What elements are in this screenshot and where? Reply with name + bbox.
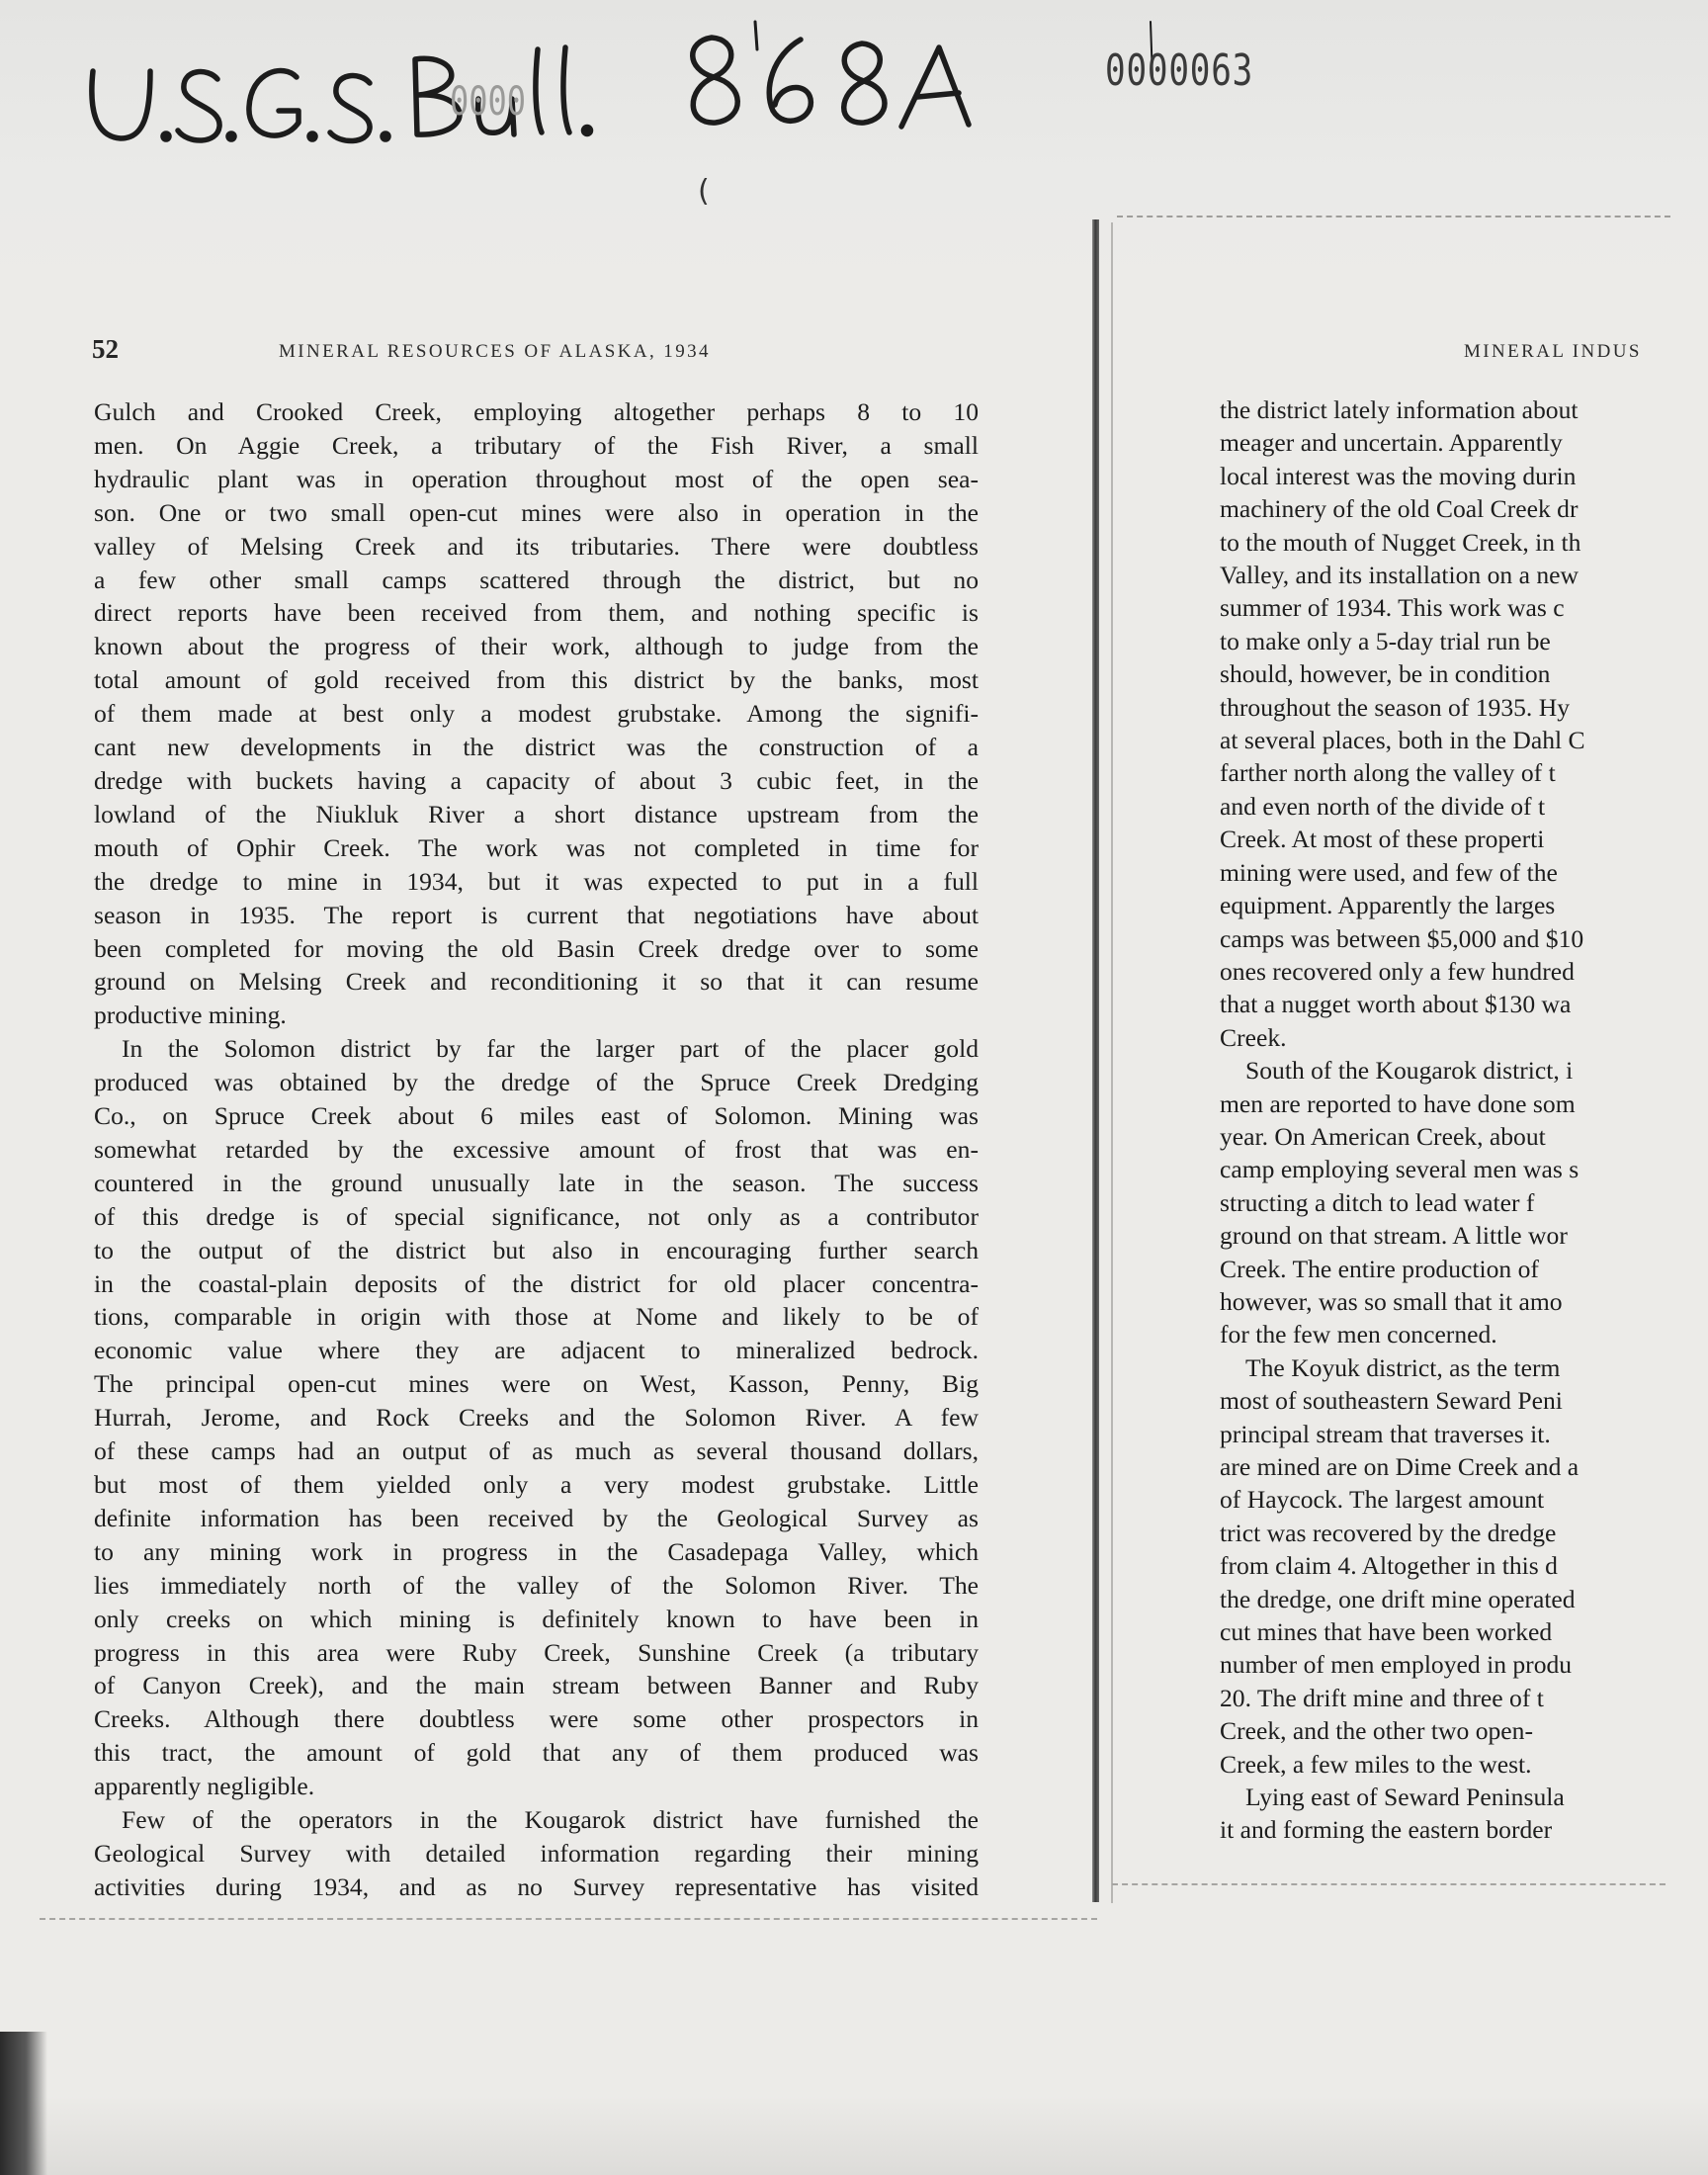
text-line: economic value where they are adjacent to mineralized bedrock. [94, 1336, 979, 1365]
text-line: farther north along the valley of t [1220, 758, 1556, 788]
text-line: Valley, and its installation on a new [1220, 561, 1579, 590]
text-line: ground on Melsing Creek and reconditioning it so that it can resume [94, 967, 979, 997]
text-line: South of the Kougarok district, i [1245, 1056, 1574, 1086]
text-line: the dredge to mine in 1934, but it was expected to put in a full [94, 866, 979, 896]
scan-bottom-shade [0, 2096, 1708, 2175]
text-line: Few of the operators in the Kougarok district have furnished the [122, 1805, 979, 1835]
text-line: countered in the ground unusually late in the season. The success [94, 1168, 979, 1197]
text-line: should, however, be in condition [1220, 659, 1551, 689]
text-line: camp employing several men was s [1220, 1155, 1580, 1184]
text-line: to make only a 5-day trial run be [1220, 626, 1551, 655]
page-number: 52 [92, 334, 119, 364]
stray-mark: ( [698, 174, 710, 209]
text-line: principal stream that traverses it. [1220, 1419, 1551, 1448]
text-line: to the mouth of Nugget Creek, in th [1220, 527, 1581, 557]
text-line: Creek. [1220, 1022, 1287, 1052]
text-line: season in 1935. The report is current that negotiations have about [94, 900, 979, 929]
text-line: it and forming the eastern border [1220, 1815, 1553, 1845]
text-line: for the few men concerned. [1220, 1320, 1497, 1349]
text-line: and even north of the divide of t [1220, 791, 1546, 821]
text-line: camps was between $5,000 and $10 [1220, 923, 1584, 953]
text-line: of them made at best only a modest grubstake. Among the signifi- [94, 699, 979, 729]
text-line: but most of them yielded only a very modest grubstake. Little [94, 1470, 979, 1499]
text-line: lies immediately north of the valley of the Solomon River. The [94, 1570, 979, 1600]
text-line: of Canyon Creek), and the main stream between Banner and Ruby [94, 1671, 979, 1700]
text-line: dredge with buckets having a capacity of about 3 cubic feet, in the [94, 765, 979, 795]
text-line: somewhat retarded by the excessive amount of frost that was en- [94, 1134, 979, 1164]
handwritten-note-text: U.S.G.S. Bull. 868A [81, 20, 90, 21]
text-line: throughout the season of 1935. Hy [1220, 692, 1571, 722]
text-line: The Koyuk district, as the term [1245, 1352, 1561, 1382]
text-line: men. On Aggie Creek, a tributary of the Fish River, a small [94, 430, 979, 460]
text-line: local interest was the moving durin [1220, 461, 1577, 490]
page-edge-top-right [1117, 216, 1670, 220]
text-line: only creeks on which mining is definitely known to have been in [94, 1604, 979, 1633]
text-line: produced was obtained by the dredge of the Spruce Creek Dredging [94, 1068, 979, 1097]
text-line: definite information has been received by the Geological Survey as [94, 1503, 979, 1532]
text-line: mouth of Ophir Creek. The work was not completed in time for [94, 832, 979, 862]
text-line: Geological Survey with detailed information regarding their mining [94, 1838, 979, 1868]
text-line: hydraulic plant was in operation throughout most of the open sea- [94, 464, 979, 493]
text-line: cant new developments in the district was the construction of a [94, 733, 979, 762]
text-line: from claim 4. Altogether in this d [1220, 1551, 1558, 1581]
text-line: 20. The drift mine and three of t [1220, 1683, 1544, 1712]
text-line: however, was so small that it amo [1220, 1286, 1563, 1316]
right-text-column [1220, 393, 1675, 1847]
text-line: that a nugget worth about $130 wa [1220, 990, 1572, 1019]
archive-stamp-ghost: 0000 [450, 79, 527, 125]
text-line: progress in this area were Ruby Creek, Sunshine Creek (a tributary [94, 1637, 979, 1667]
text-line: number of men employed in produ [1220, 1650, 1573, 1680]
text-line: of these camps had an output of as much as several thousand dollars, [94, 1436, 979, 1466]
text-line: are mined are on Dime Creek and a [1220, 1452, 1580, 1481]
text-line: equipment. Apparently the larges [1220, 891, 1556, 920]
text-line: this tract, the amount of gold that any of them produced was [94, 1738, 979, 1768]
text-line: son. One or two small open-cut mines were also in operation in the [94, 497, 979, 527]
text-line: Gulch and Crooked Creek, employing altogether perhaps 8 to 10 [94, 397, 979, 426]
text-line: at several places, both in the Dahl C [1220, 726, 1585, 755]
text-line: Creek. At most of these properti [1220, 825, 1545, 854]
text-line: total amount of gold received from this district by the banks, most [94, 665, 979, 695]
text-line: lowland of the Niukluk River a short distance upstream from the [94, 799, 979, 828]
text-line: Hurrah, Jerome, and Rock Creeks and the Solomon River. A few [94, 1403, 979, 1433]
text-line: Lying east of Seward Peninsula [1245, 1783, 1565, 1812]
text-line: Creek, a few miles to the west. [1220, 1749, 1532, 1779]
text-line: ones recovered only a few hundred [1220, 956, 1575, 986]
text-line: direct reports have been received from them, and nothing specific is [94, 598, 979, 628]
text-line: year. On American Creek, about [1220, 1121, 1546, 1151]
running-head: MINERAL RESOURCES OF ALASKA, 1934 [279, 341, 711, 362]
text-line: apparently negligible. [94, 1772, 315, 1801]
page-edge-bottom-right [1112, 1883, 1665, 1887]
text-line: to any mining work in progress in the Casadepaga Valley, which [94, 1536, 979, 1566]
book-gutter-shadow [1111, 222, 1113, 1903]
text-line: summer of 1934. This work was c [1220, 593, 1565, 623]
text-line: the dredge, one drift mine operated [1220, 1584, 1576, 1613]
page-edge-bottom-left [40, 1918, 1097, 1922]
text-line: Co., on Spruce Creek about 6 miles east of Solomon. Mining was [94, 1101, 979, 1131]
text-line: In the Solomon district by far the larger part of the placer gold [122, 1034, 979, 1064]
text-line: structing a ditch to lead water f [1220, 1187, 1535, 1217]
text-line: in the coastal-plain deposits of the district for old placer concentra- [94, 1268, 979, 1298]
text-line: The principal open-cut mines were on West, Kasson, Penny, Big [94, 1369, 979, 1399]
scan-edge-shadow [0, 2032, 47, 2175]
archive-stamp-number: 0000063 [1105, 45, 1254, 96]
left-text-column [94, 395, 979, 1904]
text-line: meager and uncertain. Apparently [1220, 428, 1563, 458]
text-line: mining were used, and few of the [1220, 857, 1558, 887]
text-line: tions, comparable in origin with those at Nome and likely to be of [94, 1302, 979, 1332]
text-line: the district lately information about [1220, 395, 1579, 424]
text-line: to the output of the district but also in encouraging further search [94, 1235, 979, 1264]
text-line: men are reported to have done som [1220, 1088, 1576, 1118]
text-line: Creek. The entire production of [1220, 1254, 1539, 1283]
text-line: a few other small camps scattered through the district, but no [94, 565, 979, 594]
book-gutter [1092, 219, 1099, 1902]
text-line: machinery of the old Coal Creek dr [1220, 494, 1579, 524]
running-head-right: MINERAL INDUS [1464, 341, 1642, 362]
text-line: ground on that stream. A little wor [1220, 1221, 1568, 1251]
text-line: trict was recovered by the dredge [1220, 1518, 1557, 1547]
handwritten-note [81, 20, 1218, 158]
text-line: most of southeastern Seward Peni [1220, 1386, 1563, 1416]
text-line: of Haycock. The largest amount [1220, 1485, 1545, 1515]
text-line: Creek, and the other two open- [1220, 1716, 1533, 1746]
text-line: Creeks. Although there doubtless were some other prospectors in [94, 1704, 979, 1734]
text-line: activities during 1934, and as no Survey representative has visited [94, 1871, 979, 1901]
text-line: valley of Melsing Creek and its tributaries. There were doubtless [94, 531, 979, 561]
text-line: cut mines that have been worked [1220, 1617, 1553, 1647]
text-line: productive mining. [94, 1000, 287, 1030]
text-line: of this dredge is of special significance, not only as a contributor [94, 1201, 979, 1231]
text-line: known about the progress of their work, although to judge from the [94, 632, 979, 661]
text-line: been completed for moving the old Basin Creek dredge over to some [94, 933, 979, 963]
